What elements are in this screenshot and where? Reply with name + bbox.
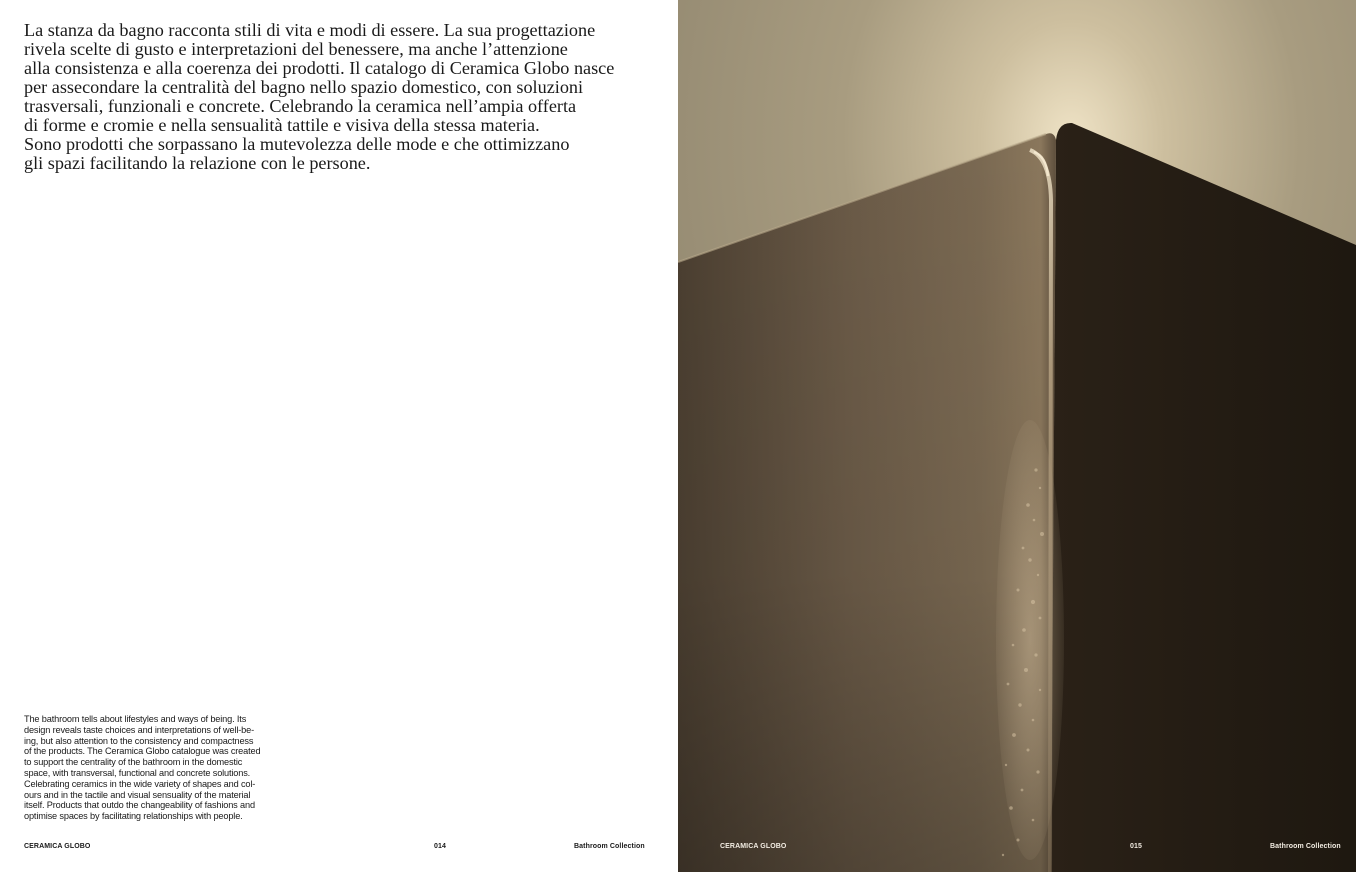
italian-line: alla consistenza e alla coerenza dei prodotti. Il catalogo di Ceramica Globo nasce: [24, 58, 615, 78]
english-line: ours and in the tactile and visual sensuality of the material: [24, 789, 251, 800]
english-line: to support the centrality of the bathroom in the domestic: [24, 757, 243, 768]
english-line: space, with transversal, functional and concrete solutions.: [24, 767, 251, 778]
ceramic-corner-photo: [678, 0, 1356, 872]
english-line: The bathroom tells about lifestyles and ways of being. Its: [24, 714, 247, 724]
italian-line: di forme e cromie e nella sensualità tattile e visiva della stessa materia.: [24, 115, 540, 135]
english-line: Celebrating ceramics in the wide variety of shapes and col-: [24, 778, 256, 789]
footer-brand-right: CERAMICA GLOBO: [720, 843, 787, 850]
english-line: design reveals taste choices and interpretations of well-be-: [24, 724, 255, 735]
italian-intro-text: [24, 21, 664, 173]
italian-line: La stanza da bagno racconta stili di vita e modi di essere. La sua progettazione: [24, 20, 596, 40]
footer-brand-left: CERAMICA GLOBO: [24, 843, 91, 850]
footer-page-number-left: 014: [434, 843, 446, 850]
english-line: of the products. The Ceramica Globo catalogue was created: [24, 746, 261, 757]
italian-line: rivela scelte di gusto e interpretazioni del benessere, ma anche l’attenzione: [24, 39, 568, 59]
footer-collection-right: Bathroom Collection: [1270, 843, 1341, 850]
english-line: optimise spaces by facilitating relationships with people.: [24, 811, 243, 822]
english-line: ing, but also attention to the consistency and compactness: [24, 735, 254, 746]
footer-collection-left: Bathroom Collection: [574, 843, 645, 850]
italian-line: per assecondare la centralità del bagno nello spazio domestico, con soluzioni: [24, 77, 584, 97]
italian-line: Sono prodotti che sorpassano la mutevolezza delle mode e che ottimizzano: [24, 134, 570, 154]
italian-line: trasversali, funzionali e concrete. Celebrando la ceramica nell’ampia offerta: [24, 96, 577, 116]
right-page: [678, 0, 1356, 872]
english-line: itself. Products that outdo the changeability of fashions and: [24, 800, 255, 811]
footer-page-number-right: 015: [1130, 843, 1142, 850]
english-intro-text: [24, 714, 294, 822]
italian-line: gli spazi facilitando la relazione con le persone.: [24, 153, 371, 173]
